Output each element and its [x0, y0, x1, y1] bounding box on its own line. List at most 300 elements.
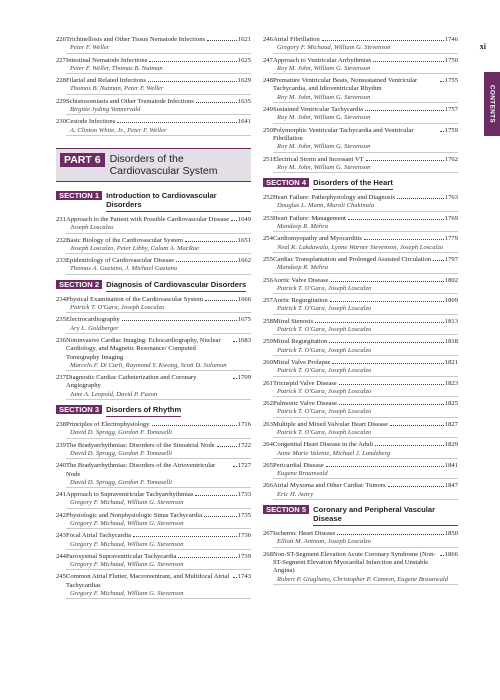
entry-title-line	[273, 277, 458, 285]
chapter-authors: Roy M. John, William G. Stevenson	[273, 94, 458, 103]
leader-dots	[122, 320, 237, 321]
leader-dots	[217, 446, 237, 447]
chapter-title[interactable]: Principles of Electrophysiology	[66, 421, 150, 429]
section-entries	[56, 216, 251, 275]
chapter-number: 265	[263, 461, 273, 469]
chapter-authors: Roy M. John, William G. Stevenson	[273, 164, 458, 173]
chapter-number: 259	[263, 338, 273, 346]
chapter-title[interactable]: Mitral Valve Prolapse	[273, 358, 331, 366]
chapter-number: 261	[263, 379, 273, 387]
chapter-title[interactable]: The Bradyarrhythmias: Disorders of the Atrioventricular Node	[66, 462, 216, 478]
entry-title-line	[273, 106, 458, 114]
page-number-ref: 1735	[237, 511, 251, 519]
chapter-number: 233	[56, 257, 66, 265]
chapter-number: 237	[56, 374, 66, 382]
toc-entry[interactable]	[263, 462, 458, 480]
chapter-number: 252	[263, 194, 273, 202]
chapter-number: 264	[263, 441, 273, 449]
chapter-number: 231	[56, 215, 66, 223]
leader-dots	[196, 102, 237, 103]
chapter-title[interactable]: Atrial Fibrillation	[273, 36, 320, 43]
chapter-authors: Douglas L. Mann, Murali Chakinala	[273, 202, 458, 211]
page-number-ref: 1779	[444, 235, 458, 243]
chapter-authors: Birgitte Jyding Vennervald	[66, 106, 251, 115]
chapter-authors: Thomas B. Nutman, Peter F. Weller	[66, 85, 251, 94]
page-number-ref: 1641	[237, 118, 251, 126]
chapter-title[interactable]: Trichinellosis and Other Tissue Nematode Infections	[66, 36, 206, 43]
chapter-title[interactable]: The Bradyarrhythmias: Disorders of the Sinoatrial Node	[66, 441, 215, 449]
leader-dots	[148, 81, 237, 82]
toc-entry[interactable]	[56, 57, 251, 75]
leader-dots	[339, 384, 444, 385]
chapter-title[interactable]: Epidemiology of Cardiovascular Disease	[66, 257, 175, 265]
chapter-authors: Marcelo F. Di Carli, Raymond Y. Kwong, Scott D. Solomon	[66, 362, 251, 371]
chapter-authors: Eugene Braunwald	[273, 470, 458, 479]
toc-entry[interactable]	[263, 400, 458, 418]
entry-title-line	[66, 77, 251, 85]
chapter-authors: Peter F. Weller	[66, 44, 251, 53]
chapter-number: 262	[263, 400, 273, 408]
chapter-authors: Gregory F. Michaud, William G. Stevenson	[66, 520, 251, 529]
page-number-ref: 1759	[444, 126, 458, 134]
chapter-number: 267	[263, 530, 273, 538]
toc-entry[interactable]	[263, 318, 458, 336]
entry-title-line	[273, 530, 458, 538]
chapter-number: 256	[263, 276, 273, 284]
chapter-number: 238	[56, 421, 66, 429]
entry-title-line	[66, 118, 251, 126]
toc-entry[interactable]	[56, 257, 251, 275]
section-label: SECTION 4	[263, 178, 309, 187]
entry-title-line	[273, 318, 458, 326]
entry-title-line	[66, 491, 251, 499]
chapter-authors: Roy M. John, William G. Stevenson	[273, 65, 458, 74]
chapter-number: 250	[263, 126, 273, 134]
leader-dots	[195, 495, 236, 496]
leader-dots	[322, 40, 444, 41]
entry-title-line	[66, 532, 251, 540]
left-sections	[56, 191, 251, 599]
toc-entry[interactable]	[56, 296, 251, 314]
section-entries	[263, 530, 458, 585]
entry-title-line	[66, 216, 251, 224]
part-label: PART 6	[60, 153, 105, 167]
page-number-ref: 1662	[237, 257, 251, 265]
chapter-title[interactable]: Sustained Ventricular Tachycardia	[273, 106, 364, 114]
chapter-authors: Patrick T. O'Gara, Joseph Loscalzo	[273, 408, 458, 417]
leader-dots	[388, 486, 444, 487]
entry-title-line	[273, 359, 458, 367]
page-number-ref: 1762	[444, 155, 458, 163]
chapter-authors: Mandeep R. Mehra	[273, 223, 458, 232]
leader-dots	[375, 445, 444, 446]
toc-entry[interactable]	[263, 297, 458, 315]
toc-entry[interactable]	[263, 338, 458, 356]
page-number-ref: 1829	[444, 441, 458, 449]
entry-title-line	[66, 316, 251, 324]
chapter-authors: Patrick T. O'Gara, Joseph Loscalzo	[273, 388, 458, 397]
chapter-authors: Patrick T. O'Gara, Joseph Loscalzo	[273, 347, 458, 356]
toc-entry[interactable]	[56, 98, 251, 116]
toc-entry[interactable]	[56, 237, 251, 255]
chapter-authors: Roy M. John, William G. Stevenson	[273, 143, 458, 152]
page-number-ref: 1727	[237, 462, 251, 470]
page-number-ref: 1739	[237, 552, 251, 560]
leader-dots	[390, 425, 444, 426]
entry-title-line	[273, 215, 458, 223]
page-number-ref: 1716	[237, 421, 251, 429]
page-number-ref: 1722	[237, 441, 251, 449]
toc-entry[interactable]	[56, 573, 251, 599]
chapter-number: 234	[56, 295, 66, 303]
leader-dots	[176, 261, 237, 262]
entry-title-line	[273, 256, 458, 264]
chapter-authors: Neal K. Lakdawala, Lynne Warner Stevenson, Joseph Loscalzo	[273, 244, 458, 253]
entry-title-line	[66, 257, 251, 265]
leader-dots	[149, 61, 237, 62]
chapter-title[interactable]: Physical Examination of the Cardiovascular System	[66, 295, 204, 303]
toc-entry[interactable]	[263, 441, 458, 459]
chapter-title[interactable]: Intestinal Nematode Infections	[66, 56, 148, 64]
page-number-ref: 1621	[237, 36, 251, 43]
chapter-title[interactable]: Electrical Storm and Incessant VT	[273, 155, 364, 163]
leader-dots	[231, 220, 237, 221]
leader-dots	[440, 81, 444, 82]
chapter-number: 254	[263, 235, 273, 243]
leader-dots	[331, 281, 444, 282]
section-title: Coronary and Peripheral Vascular Disease	[313, 505, 458, 526]
chapter-authors: Gregory F. Michaud, William G. Stevenson	[66, 541, 251, 550]
chapter-authors: Ary L. Goldberger	[66, 325, 251, 334]
chapter-title[interactable]: Heart Failure: Pathophysiology and Diagnosis	[273, 194, 395, 202]
chapter-number: 242	[56, 511, 66, 519]
chapter-authors: Patrick T. O'Gara, Joseph Loscalzo	[273, 429, 458, 438]
entry-title-line	[66, 374, 251, 391]
page-number-ref: 1769	[444, 214, 458, 222]
leader-dots	[205, 300, 237, 301]
leader-dots	[204, 516, 237, 517]
toc-entry[interactable]	[263, 57, 458, 75]
leader-dots	[339, 404, 444, 405]
right-column	[263, 36, 458, 588]
page-number-ref: 1675	[237, 316, 251, 324]
right-top-entries	[263, 36, 458, 173]
leader-dots	[433, 260, 444, 261]
chapter-authors: Joseph Loscalzo	[66, 224, 251, 233]
entry-title-line	[273, 57, 458, 65]
chapter-authors: A. Clinton White, Jr., Peter F. Weller	[66, 127, 251, 136]
chapter-title[interactable]: Filarial and Related Infections	[66, 77, 147, 85]
chapter-title[interactable]: Non-ST-Segment Elevation Acute Coronary Syndrome (Non-ST-Segment Elevation Myocardial Infarction and Unstable Angina)	[273, 550, 436, 575]
chapter-authors: Gregory F. Michaud, William G. Stevenson	[66, 499, 251, 508]
chapter-number: 255	[263, 255, 273, 263]
toc-entry[interactable]	[263, 421, 458, 439]
chapter-title[interactable]: Diagnostic Cardiac Catheterization and Coronary Angiography	[66, 374, 197, 390]
chapter-title[interactable]: Cardiomyopathy and Myocarditis	[273, 235, 362, 243]
chapter-title[interactable]: Approach to Supraventricular Tachyarrhythmias	[66, 491, 194, 499]
chapter-number: 260	[263, 358, 273, 366]
chapter-authors: Patrick T. O'Gara, Joseph Loscalzo	[273, 305, 458, 314]
toc-entry[interactable]	[263, 482, 458, 500]
chapter-title[interactable]: Atrial Myxoma and Other Cardiac Tumors	[273, 482, 386, 490]
chapter-authors: Gregory F. Michaud, William G. Stevenson	[66, 590, 251, 599]
chapter-title[interactable]: Physiologic and Nonphysiologic Sinus Tachycardia	[66, 511, 203, 519]
part-title: Disorders of the Cardiovascular System	[109, 152, 218, 177]
chapter-authors: Jane A. Leopold, David P. Faxon	[66, 391, 251, 400]
section-heading	[263, 505, 458, 526]
toc-entry[interactable]	[56, 532, 251, 550]
chapter-title[interactable]: Basic Biology of the Cardiovascular System	[66, 236, 184, 244]
chapter-title[interactable]: Paroxysmal Supraventricular Tachycardia	[66, 552, 177, 560]
toc-entry[interactable]	[263, 551, 458, 585]
leader-dots	[315, 322, 444, 323]
chapter-title[interactable]: Heart Failure: Management	[273, 214, 346, 222]
chapter-authors: Joseph Loscalzo, Peter Libby, Calum A. MacRae	[66, 245, 251, 254]
section-entries	[263, 194, 458, 500]
toc-entry[interactable]	[56, 421, 251, 439]
entry-title-line	[273, 194, 458, 202]
leader-dots	[440, 131, 444, 132]
section-title: Diagnosis of Cardiovascular Disorders	[106, 280, 246, 292]
chapter-number: 227	[56, 56, 66, 64]
entry-title-line	[273, 380, 458, 388]
entry-title-line	[273, 338, 458, 346]
toc-entry[interactable]	[263, 156, 458, 174]
chapter-authors: Gregory F. Michaud, William G. Stevenson	[273, 44, 458, 53]
leader-dots	[326, 466, 444, 467]
toc-entry[interactable]	[263, 36, 458, 54]
page-number-ref: 1625	[237, 56, 251, 64]
section-title: Disorders of Rhythm	[106, 405, 181, 417]
chapter-number: 251	[263, 155, 273, 163]
entry-title-line	[273, 551, 458, 576]
chapter-title[interactable]: Congenital Heart Disease in the Adult	[273, 441, 374, 449]
page-number-ref: 1825	[444, 400, 458, 408]
chapter-authors: Anne Marie Valente, Michael J. Landzberg	[273, 450, 458, 459]
page-number-ref: 1743	[237, 573, 251, 581]
page-number-ref: 1813	[444, 317, 458, 325]
chapter-title[interactable]: Electrocardiography	[66, 316, 120, 324]
entry-title-line	[273, 156, 458, 164]
chapter-title[interactable]: Polymorphic Ventricular Tachycardia and Ventricular Fibrillation	[273, 126, 414, 142]
leader-dots	[348, 219, 444, 220]
chapter-number: 263	[263, 420, 273, 428]
toc-entry[interactable]	[56, 512, 251, 530]
leader-dots	[233, 577, 237, 578]
chapter-authors: Eric H. Awtry	[273, 491, 458, 500]
toc-entry[interactable]	[56, 462, 251, 488]
section-title: Introduction to Cardiovascular Disorders	[106, 191, 251, 212]
entry-title-line	[66, 512, 251, 520]
left-top-entries	[56, 36, 251, 136]
chapter-authors: Gregory F. Michaud, William G. Stevenson	[66, 561, 251, 570]
section-heading	[56, 405, 251, 417]
toc-entry[interactable]	[56, 442, 251, 460]
page-number-ref: 1802	[444, 276, 458, 284]
toc-entry[interactable]	[263, 380, 458, 398]
chapter-title[interactable]: Cestode Infections	[66, 118, 116, 126]
toc-entry[interactable]	[263, 106, 458, 124]
chapter-number: 239	[56, 441, 66, 449]
entry-title-line	[66, 442, 251, 450]
page-number-ref: 1841	[444, 461, 458, 469]
toc-entry[interactable]	[56, 216, 251, 234]
page-number-ref: 1755	[444, 77, 458, 85]
section-label: SECTION 1	[56, 191, 102, 200]
chapter-authors: Robert P. Giugliano, Christopher P. Cannon, Eugene Braunwald	[273, 576, 458, 585]
toc-entry[interactable]	[263, 77, 458, 103]
chapter-title[interactable]: Multiple and Mixed Valvular Heart Disease	[273, 420, 389, 428]
chapter-title[interactable]: Approach to Ventricular Arrhythmias	[273, 56, 372, 64]
leader-dots	[397, 198, 444, 199]
leader-dots	[365, 110, 444, 111]
leader-dots	[233, 466, 237, 467]
entry-title-line	[66, 296, 251, 304]
chapter-authors: Peter F. Weller, Thomas B. Nutman	[66, 65, 251, 74]
toc-entry[interactable]	[263, 359, 458, 377]
chapter-authors: Thomas A. Gaziano, J. Michael Gaziano	[66, 265, 251, 274]
chapter-title[interactable]: Mitral Regurgitation	[273, 338, 328, 346]
page-number-ref: 1866	[444, 550, 458, 558]
leader-dots	[366, 160, 444, 161]
entry-title-line	[66, 337, 251, 362]
section-heading	[263, 178, 458, 190]
entry-title-line	[273, 482, 458, 490]
entry-title-line	[66, 462, 251, 479]
toc-entry[interactable]	[263, 194, 458, 212]
chapter-title[interactable]: Schistosomiasis and Other Trematode Infections	[66, 97, 194, 105]
page-number-ref: 1746	[444, 36, 458, 43]
chapter-title[interactable]: Aortic Valve Disease	[273, 276, 329, 284]
chapter-title[interactable]: Mitral Stenosis	[273, 317, 314, 325]
entry-title-line	[66, 36, 251, 44]
chapter-number: 249	[263, 106, 273, 114]
page-number-ref: 1709	[237, 374, 251, 382]
entry-title-line	[273, 441, 458, 449]
page-number-ref: 1750	[444, 56, 458, 64]
chapter-authors: David D. Spragg, Gordon F. Tomaselli	[66, 450, 251, 459]
toc-entry[interactable]	[56, 337, 251, 371]
chapter-title[interactable]: Tricuspid Valve Disease	[273, 379, 337, 387]
leader-dots	[329, 342, 444, 343]
entry-title-line	[66, 98, 251, 106]
page-number-ref: 1818	[444, 338, 458, 346]
chapter-authors: David D. Spragg, Gordon F. Tomaselli	[66, 479, 251, 488]
leader-dots	[440, 555, 444, 556]
page-number-ref: 1763	[444, 194, 458, 202]
chapter-title[interactable]: Pulmonic Valve Disease	[273, 400, 337, 408]
leader-dots	[364, 239, 444, 240]
page-number-ref: 1629	[237, 77, 251, 85]
page-number-ref: 1847	[444, 482, 458, 490]
chapter-number: 229	[56, 97, 66, 105]
chapter-number: 248	[263, 77, 273, 85]
chapter-number: 230	[56, 118, 66, 126]
contents-side-tab	[484, 72, 500, 136]
toc-entry[interactable]	[263, 277, 458, 295]
chapter-number: 232	[56, 236, 66, 244]
page-number-ref: 1797	[444, 255, 458, 263]
page-number-ref: 1635	[237, 97, 251, 105]
page-number: xi	[479, 42, 486, 51]
chapter-authors: Patrick T. O'Gara, Joseph Loscalzo	[273, 285, 458, 294]
toc-entry[interactable]	[56, 77, 251, 95]
chapter-number: 228	[56, 77, 66, 85]
section-title: Disorders of the Heart	[313, 178, 393, 190]
entry-title-line	[273, 421, 458, 429]
toc-entry[interactable]	[263, 235, 458, 253]
section-label: SECTION 3	[56, 405, 102, 414]
section-heading	[56, 280, 251, 292]
toc-entry[interactable]	[56, 491, 251, 509]
chapter-title[interactable]: Common Atrial Flutter, Macroreentrant, and Multifocal Atrial Tachycardias	[66, 573, 230, 589]
toc-entry[interactable]	[56, 36, 251, 54]
leader-dots	[373, 61, 444, 62]
chapter-number: 266	[263, 482, 273, 490]
chapter-title[interactable]: Focal Atrial Tachycardia	[66, 532, 131, 540]
chapter-number: 235	[56, 316, 66, 324]
leader-dots	[178, 557, 236, 558]
page-number-ref: 1666	[237, 295, 251, 303]
chapter-number: 240	[56, 462, 66, 470]
chapter-title[interactable]: Aortic Regurgitation	[273, 297, 328, 305]
toc-entry[interactable]	[263, 215, 458, 233]
chapter-authors: Mandeep R. Mehra	[273, 264, 458, 273]
leader-dots	[185, 241, 237, 242]
entry-title-line	[273, 462, 458, 470]
chapter-title[interactable]: Ischemic Heart Disease	[273, 530, 336, 538]
entry-title-line	[273, 400, 458, 408]
toc-entry[interactable]	[56, 374, 251, 400]
entry-title-line	[66, 57, 251, 65]
section-entries	[56, 421, 251, 599]
leader-dots	[133, 536, 237, 537]
chapter-title[interactable]: Pericardial Disease	[273, 461, 324, 469]
chapter-authors: Patrick T. O'Gara, Joseph Loscalzo	[273, 326, 458, 335]
right-sections	[263, 178, 458, 585]
leader-dots	[233, 341, 237, 342]
chapter-title[interactable]: Noninvasive Cardiac Imaging: Echocardiography, Nuclear Cardiology, and Magnetic Resonance/ Computed Tomography Imaging	[66, 336, 221, 361]
toc-entry[interactable]	[56, 553, 251, 571]
page-number-ref: 1651	[237, 236, 251, 244]
toc-entry[interactable]	[263, 256, 458, 274]
chapter-number: 245	[56, 573, 66, 581]
toc-entry[interactable]	[56, 316, 251, 334]
page-number-ref: 1736	[237, 532, 251, 540]
entry-title-line	[273, 297, 458, 305]
chapter-title[interactable]: Cardiac Transplantation and Prolonged Assisted Circulation	[273, 255, 432, 263]
part-heading	[56, 148, 251, 182]
section-label: SECTION 5	[263, 505, 309, 514]
leader-dots	[152, 425, 237, 426]
entry-title-line	[273, 77, 458, 94]
chapter-title[interactable]: Premature Ventricular Beats, Nonsustained Ventricular Tachycardia, and Idioventricular Rhythm	[273, 77, 418, 93]
entry-title-line	[273, 36, 458, 44]
chapter-title[interactable]: Approach to the Patient with Possible Cardiovascular Disease	[66, 215, 230, 223]
leader-dots	[233, 378, 237, 379]
toc-entry[interactable]	[263, 530, 458, 548]
toc-entry[interactable]	[263, 127, 458, 153]
chapter-number: 258	[263, 317, 273, 325]
page-number-ref: 1823	[444, 379, 458, 387]
toc-entry[interactable]	[56, 118, 251, 136]
chapter-authors: Patrick T. O'Gara, Joseph Loscalzo	[273, 367, 458, 376]
page-number-ref: 1757	[444, 106, 458, 114]
chapter-number: 243	[56, 532, 66, 540]
chapter-authors: Roy M. John, William G. Stevenson	[273, 114, 458, 123]
chapter-number: 257	[263, 297, 273, 305]
section-entries	[56, 296, 251, 400]
